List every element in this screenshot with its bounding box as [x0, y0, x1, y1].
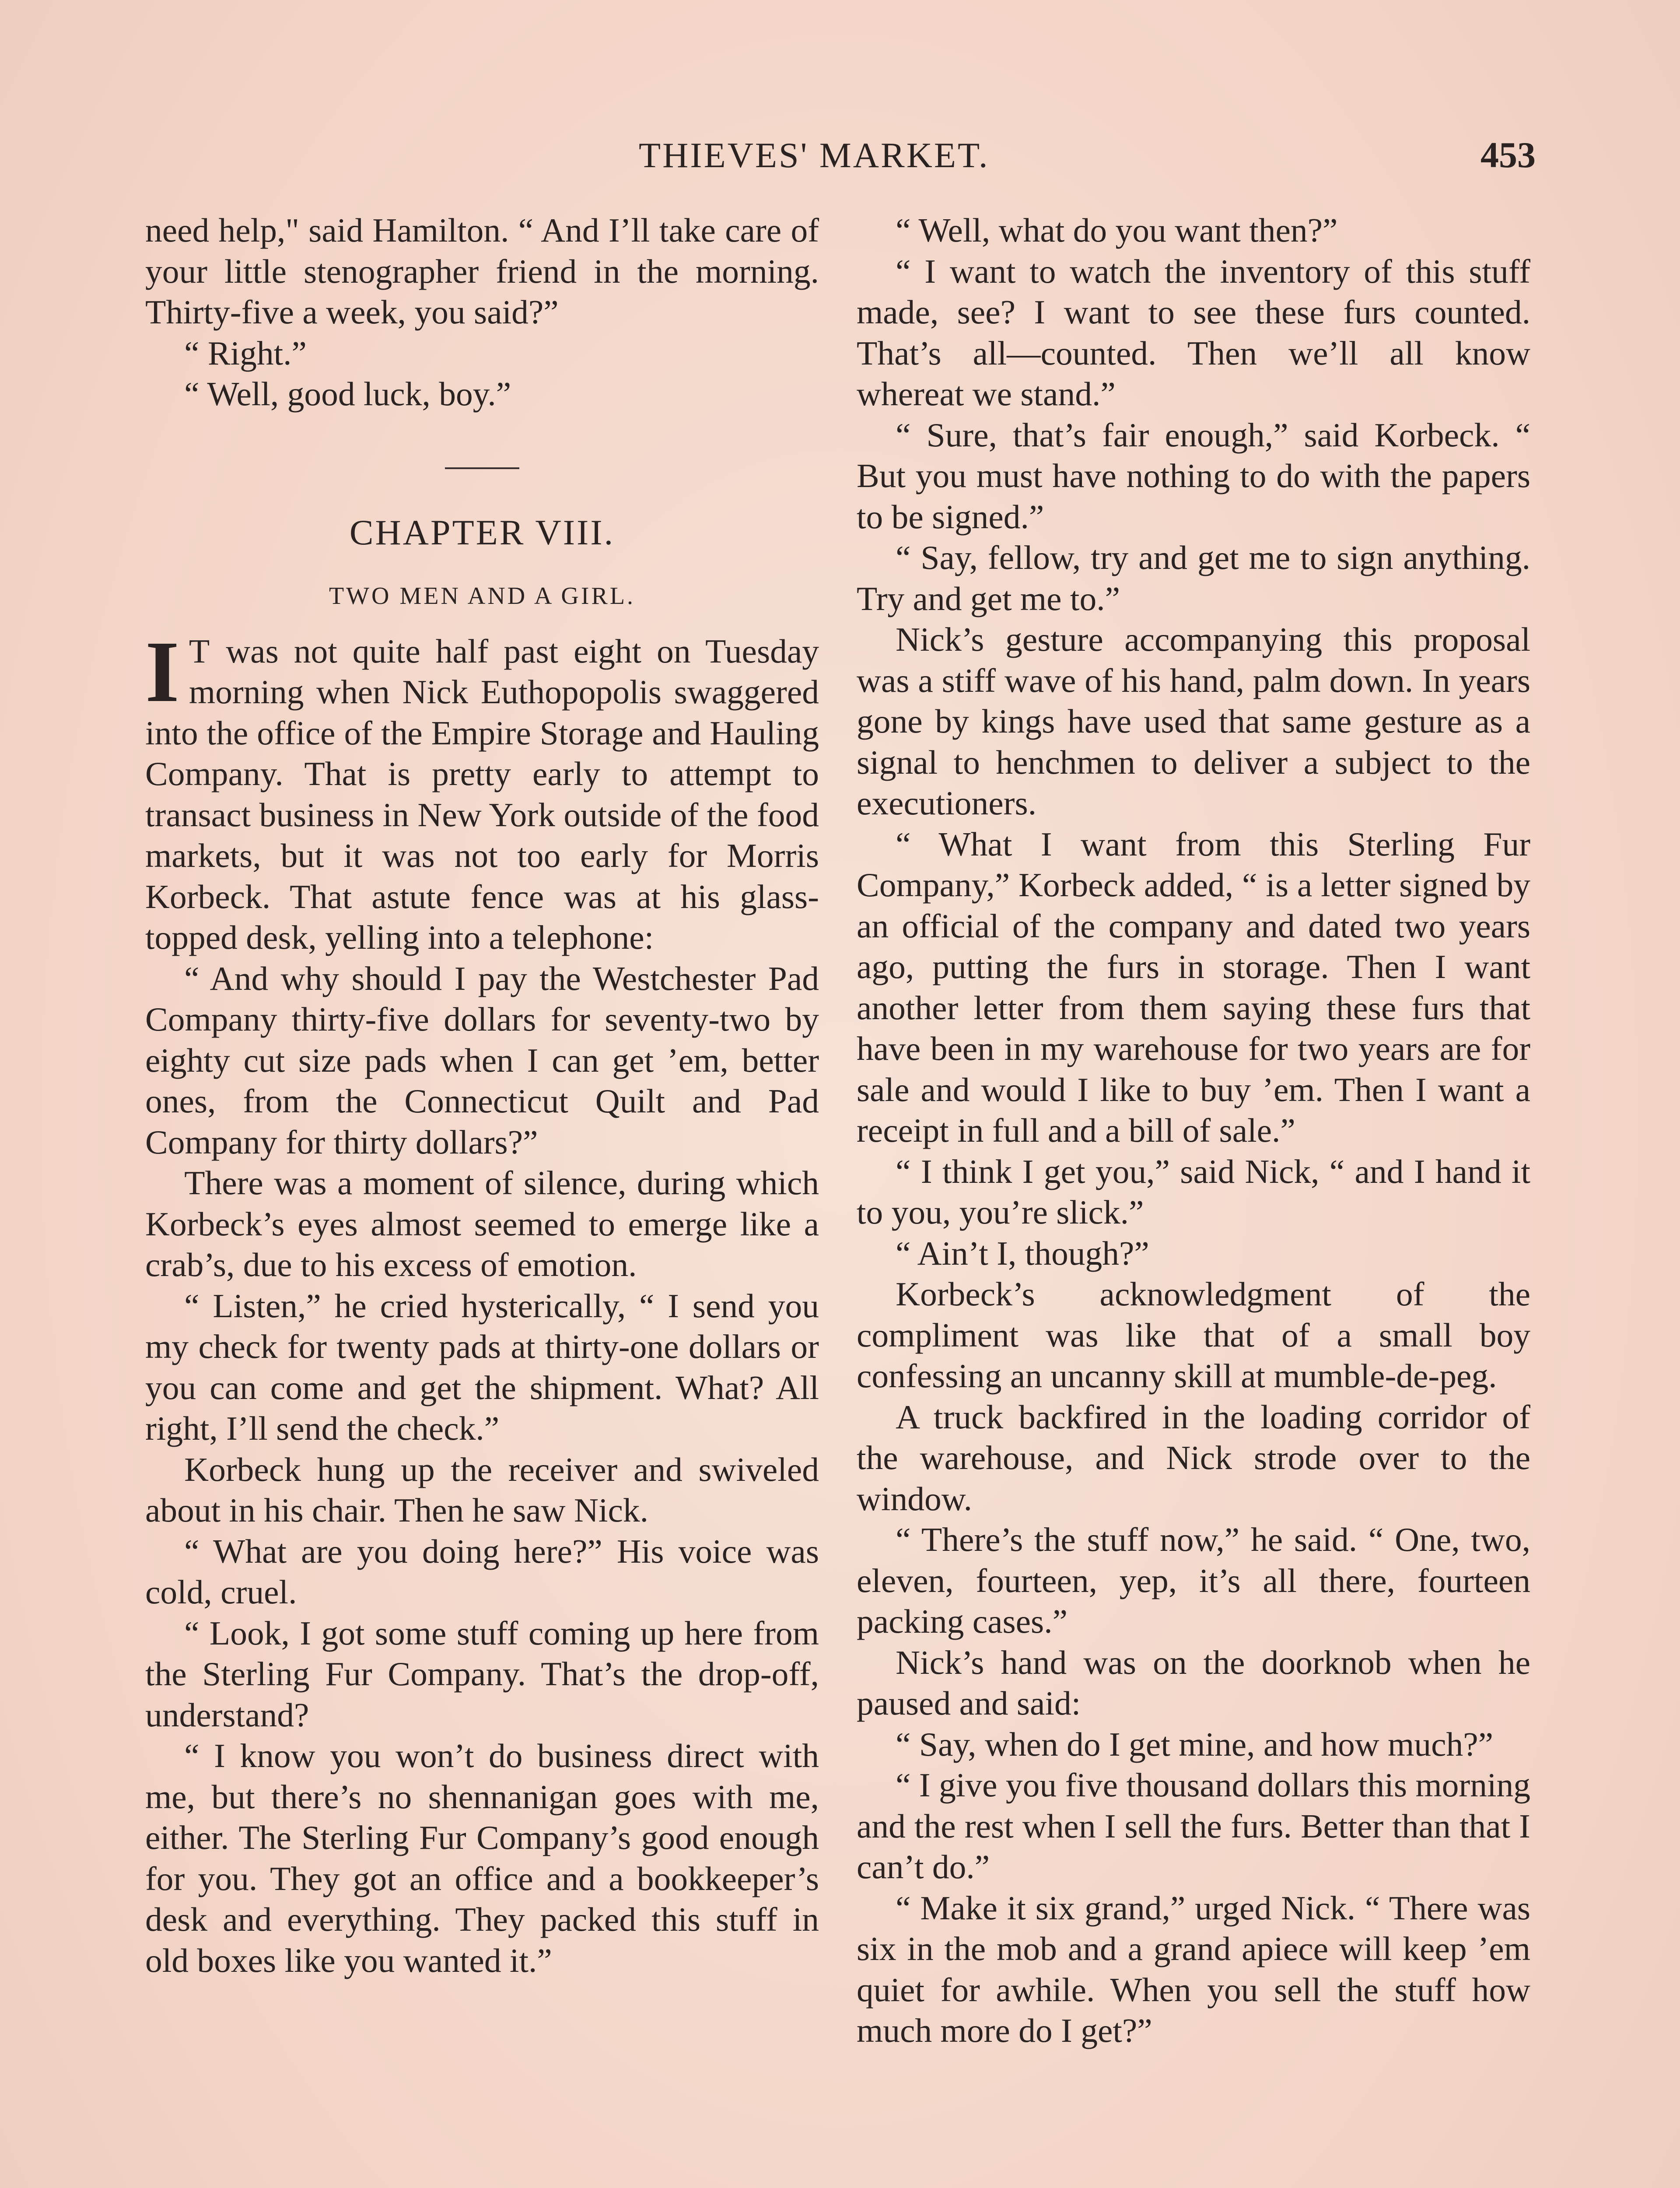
paragraph: “ What are you doing here?” His voice was cold, cruel.: [145, 1532, 819, 1611]
running-title: THIEVES' MARKET.: [639, 135, 990, 175]
paragraph: Nick’s gesture accompanying this proposal was a stiff wave of his hand, palm down. In years gone by kings have used that same gesture as a signal to henchmen to deliver a subject to the executioners.: [857, 621, 1530, 822]
paragraph: “ Right.”: [184, 334, 307, 372]
paragraph: “ Listen,” he cried hysterically, “ I send you my check for twenty pads at thirty-one dollars or you can come and get the shipment. What? All right, I’ll send the check.”: [145, 1287, 819, 1447]
chapter-subtitle: TWO MEN AND A GIRL.: [329, 582, 636, 610]
paragraph: “ Look, I got some stuff coming up here from the Sterling Fur Company. That’s the drop-off, understand?: [145, 1614, 819, 1734]
paragraph: “ Ain’t I, though?”: [896, 1234, 1149, 1272]
page-number: 453: [1480, 135, 1536, 175]
page-header: [0, 131, 1680, 179]
paragraph: “ I know you won’t do business direct with me, but there’s no shennanigan goes with me, either. The Sterling Fur Company’s good enough for you. They got an office and a bookkeeper’s desk and everything. They packed this stuff in old boxes like you wanted it.”: [145, 1737, 819, 1979]
paragraph: “ And why should I pay the Westchester Pad Company thirty-five dollars for seventy-two by eighty cut size pads when I can get ’em, better ones, from the Connecticut Quilt and Pad Company for thirty dollars?”: [145, 959, 819, 1161]
chapter-title: CHAPTER VIII.: [349, 512, 615, 552]
paragraph: Nick’s hand was on the doorknob when he paused and said:: [857, 1643, 1530, 1722]
paragraph: “ I want to watch the inventory of this stuff made, see? I want to see these furs counted. That’s all—counted. Then we’ll all know whereat we stand.”: [857, 252, 1530, 413]
paragraph: There was a moment of silence, during which Korbeck’s eyes almost seemed to emerge like a crab’s, due to his excess of emotion.: [145, 1164, 819, 1283]
paragraph: Korbeck’s acknowledgment of the compliment was like that of a small boy confessing an uncanny skill at mumble-de-peg.: [857, 1275, 1530, 1395]
paragraph: need help," said Hamilton. “ And I’ll take care of your little stenographer friend in the morning. Thirty-five a week, you said?”: [145, 211, 819, 331]
paragraph: “ Make it six grand,” urged Nick. “ There was six in the mob and a grand apiece will keep ’em quiet for awhile. When you sell the stuff how much more do I get?”: [857, 1889, 1530, 2049]
left-column: [145, 210, 819, 1981]
paragraph: A truck backfired in the loading corridor of the warehouse, and Nick strode over to the window.: [857, 1398, 1530, 1518]
section-divider: [445, 467, 519, 469]
paragraph: “ There’s the stuff now,” he said. “ One, two, eleven, fourteen, yep, it’s all there, fourteen packing cases.”: [857, 1521, 1530, 1640]
paragraph: “ Well, what do you want then?”: [896, 211, 1338, 249]
paragraph: “ Well, good luck, boy.”: [184, 375, 511, 413]
paragraph: “ Sure, that’s fair enough,” said Korbeck. “ But you must have nothing to do with the papers to be signed.”: [857, 416, 1530, 536]
chapter-first-paragraph: [145, 623, 819, 958]
drop-cap-continuation: T: [189, 632, 211, 670]
paragraph: “ I think I get you,” said Nick, “ and I hand it to you, you’re slick.”: [857, 1152, 1530, 1231]
paragraph: “ I give you five thousand dollars this morning and the rest when I sell the furs. Better than that I can’t do.”: [857, 1766, 1530, 1886]
right-column: [857, 210, 1530, 2051]
paragraph: “ What I want from this Sterling Fur Company,” Korbeck added, “ is a letter signed by an official of the company and dated two years ago, putting the furs in storage. Then I want another letter from them saying these furs that have been in my warehouse for two years are for sale and would I like to buy ’em. Then I want a receipt in full and a bill of sale.”: [857, 825, 1530, 1149]
paragraph: “ Say, fellow, try and get me to sign anything. Try and get me to.”: [857, 539, 1530, 617]
drop-cap: I: [145, 623, 179, 720]
paragraph-text: was not quite half past eight on Tuesday morning when Nick Euthopopolis swaggered into the office of the Empire Storage and Hauling Company. That is pretty early to attempt to transact business in New York outside of the food markets, but it was not too early for Morris Korbeck. That astute fence was at his glass-topped desk, yelling into a telephone:: [145, 632, 819, 956]
paragraph: “ Say, when do I get mine, and how much?”: [896, 1725, 1494, 1763]
paragraph: Korbeck hung up the receiver and swiveled about in his chair. Then he saw Nick.: [145, 1450, 819, 1529]
